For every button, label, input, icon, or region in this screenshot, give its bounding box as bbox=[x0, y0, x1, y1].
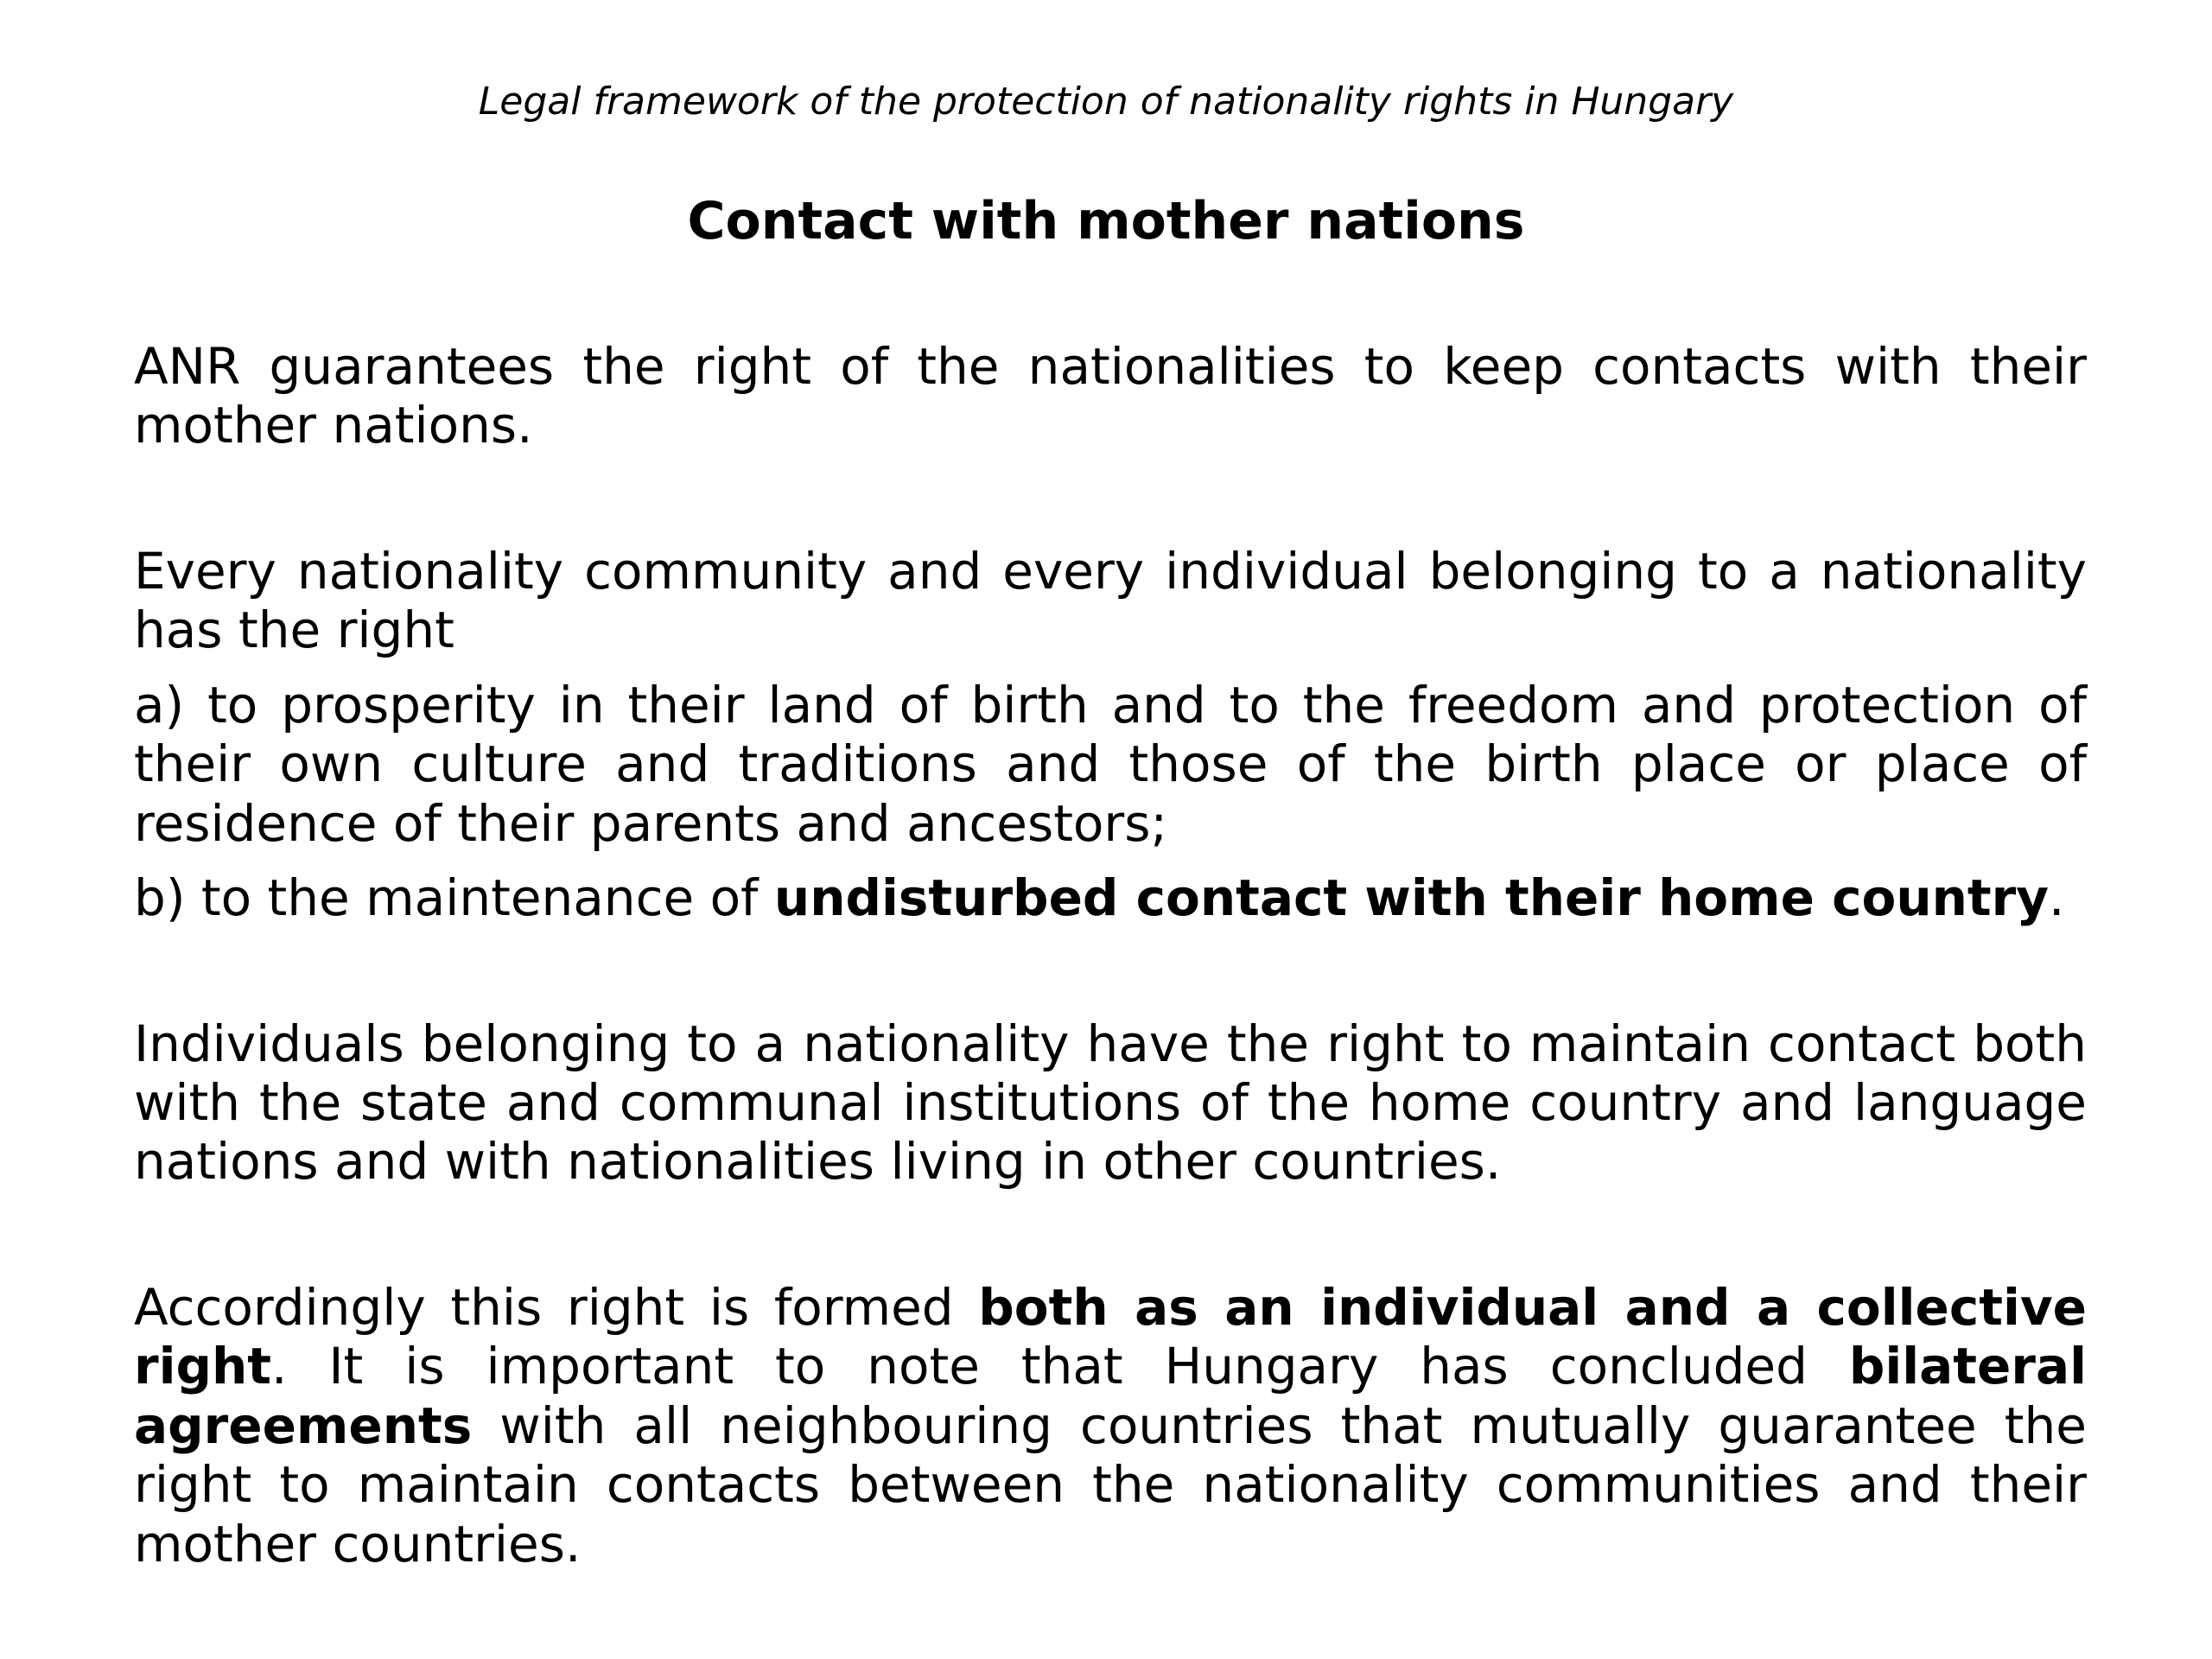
page-title: Contact with mother nations bbox=[687, 191, 1525, 251]
paragraph-anr-guarantee: ANR guarantees the right of the nationalities to keep contacts with their mother nations. bbox=[134, 337, 2087, 455]
paragraph-item-a: a) to prosperity in their land of birth and to the freedom and protection of their own culture and traditions and those of the birth place or place of residence of their parents and ancestors; bbox=[134, 675, 2087, 853]
p6-bold-bilateral-agreements: bilateral agreements bbox=[134, 1337, 2087, 1455]
p6-part1: Accordingly this right is formed bbox=[134, 1277, 979, 1337]
p6-part2: . It is important to note that Hungary has concluded bbox=[271, 1337, 1849, 1396]
item-b-bold-text: undisturbed contact with their home country bbox=[773, 868, 2050, 928]
item-b-text-start: b) to the maintenance of bbox=[134, 868, 774, 928]
item-b-text-end: . bbox=[2049, 868, 2065, 928]
paragraph-bilateral-agreements bbox=[134, 1278, 2087, 1573]
slide-body bbox=[134, 337, 2087, 1573]
paragraph-rights-intro: Every nationality community and every individual belonging to a nationality has the right bbox=[134, 541, 2087, 660]
p6-part3: with all neighbouring countries that mutually guarantee the right to maintain contacts between the nationality communities and their mother countries. bbox=[134, 1395, 2087, 1573]
paragraph-item-b bbox=[134, 868, 2087, 927]
paragraph-individual-contacts: Individuals belonging to a nationality have the right to maintain contact both with the state and communal institutions of the home country and language nations and with nationalities living in other countries. bbox=[134, 1014, 2087, 1192]
p6-bold-collective-right: both as an individual and a collective right bbox=[134, 1277, 2088, 1396]
header-subtitle: Legal framework of the protection of nationality rights in Hungary bbox=[478, 79, 1734, 124]
